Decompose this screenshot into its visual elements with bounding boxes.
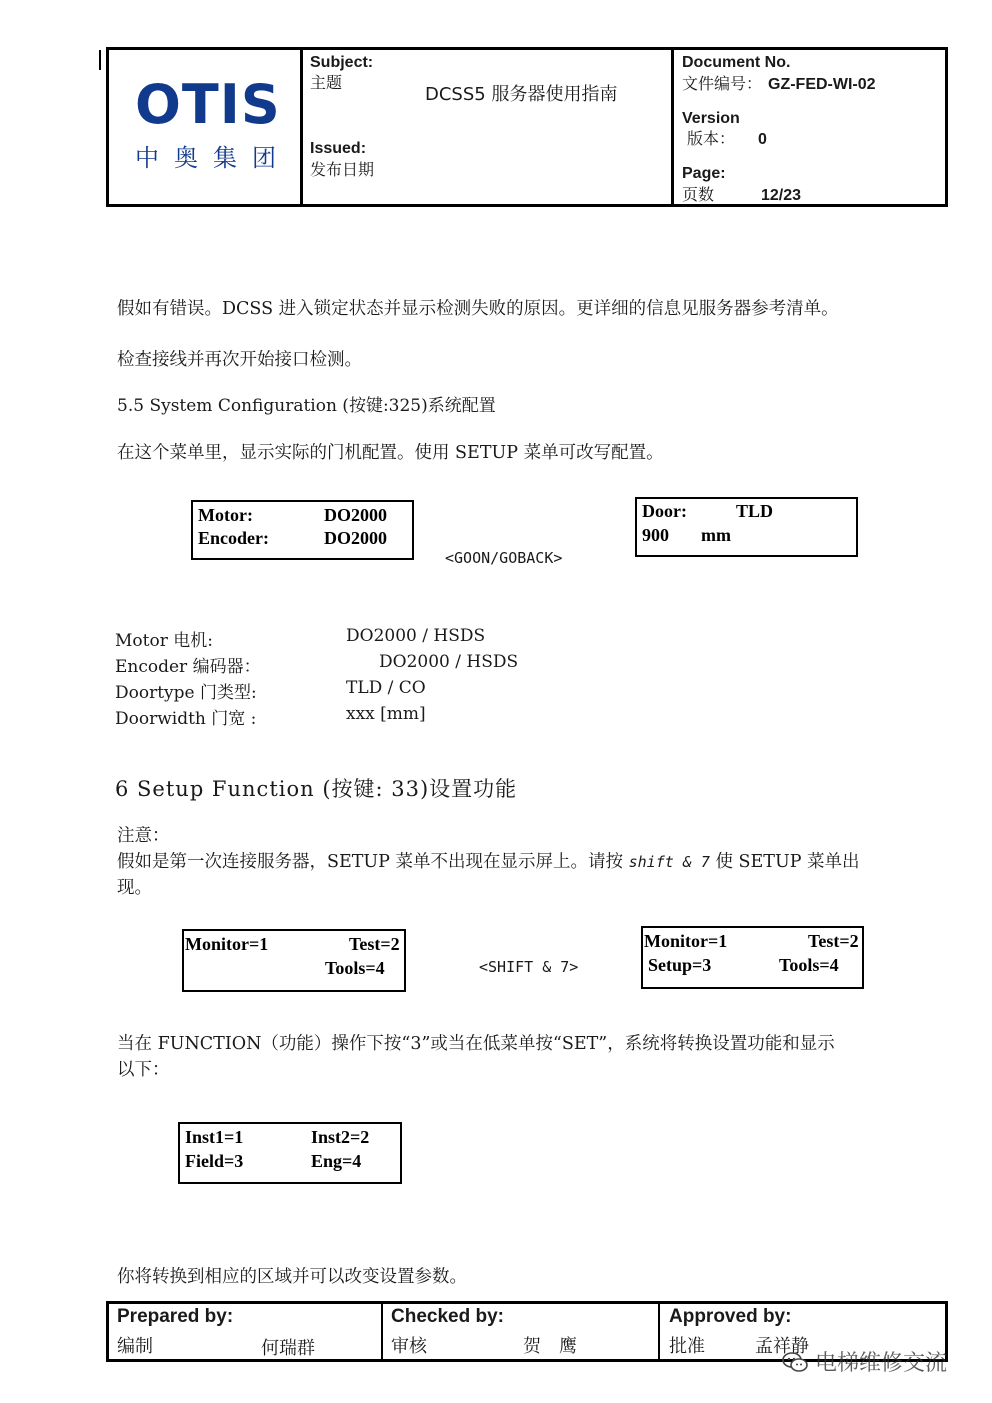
prepared-name: 何瑞群: [261, 1338, 315, 1359]
watermark-text: 电梯维修交流: [815, 1351, 948, 1376]
lcd-value: DO2000: [324, 528, 387, 548]
cursor-mark: [99, 50, 101, 70]
prepared-cn: 编制: [117, 1336, 153, 1357]
config-value: xxx [mm]: [346, 704, 426, 724]
section-heading-5-5: 5.5 System Configuration (按键:325)系统配置: [117, 396, 496, 416]
config-value: DO2000 / HSDS: [379, 652, 519, 672]
divider: [300, 50, 303, 204]
lcd-item: Field=3: [185, 1151, 244, 1171]
prepared-label: Prepared by:: [117, 1306, 234, 1327]
document-header: [106, 47, 948, 207]
lcd-item: Inst1=1: [185, 1127, 244, 1147]
paragraph: [117, 849, 860, 875]
checked-label: Checked by:: [391, 1306, 504, 1327]
divider: [381, 1304, 383, 1359]
section-heading-6: 6 Setup Function (按键: 33)设置功能: [115, 777, 518, 801]
config-label: Doortype 门类型:: [115, 683, 257, 703]
watermark: [781, 1346, 947, 1377]
paragraph-part: 假如是第一次连接服务器，SETUP 菜单不出现在显示屏上。请按: [117, 852, 624, 872]
version-label: Version: [682, 110, 740, 127]
lcd-item: Inst2=2: [311, 1127, 370, 1147]
lcd-item: Monitor=1: [185, 934, 269, 954]
subject-label: Subject:: [310, 54, 374, 71]
paragraph: 以下：: [117, 1060, 170, 1080]
lcd-item: Test=2: [349, 934, 400, 954]
approved-name: 孟祥静: [755, 1336, 809, 1357]
page-cn: 页数: [682, 187, 715, 204]
lcd-item: Setup=3: [648, 955, 712, 975]
lcd-display-setup: [178, 1122, 402, 1184]
checked-name: 贺 鹰: [523, 1336, 577, 1357]
config-label: Encoder 编码器：: [115, 657, 261, 677]
paragraph: 现。: [117, 878, 152, 898]
lcd-display-motor: [191, 500, 414, 560]
config-value: TLD / CO: [346, 678, 426, 698]
issued-cn: 发布日期: [310, 162, 375, 179]
lcd-unit: mm: [701, 525, 731, 545]
checked-cn: 审核: [391, 1336, 427, 1357]
approved-label: Approved by:: [669, 1306, 792, 1327]
lcd-label: Encoder:: [198, 528, 269, 548]
shift-7-key: <SHIFT & 7>: [479, 958, 579, 976]
lcd-display-function-setup: [641, 926, 864, 989]
document-title: DCSS5 服务器使用指南: [425, 84, 618, 105]
divider: [671, 50, 674, 204]
approved-cn: 批准: [669, 1336, 705, 1357]
version-cn: 版本：: [687, 131, 736, 148]
lcd-item: Monitor=1: [644, 931, 728, 951]
paragraph: 假如有错误。DCSS 进入锁定状态并显示检测失败的原因。更详细的信息见服务器参考清单。: [117, 299, 839, 319]
note-label: 注意：: [117, 826, 170, 846]
lcd-value: TLD: [736, 501, 774, 521]
goon-goback-key: <GOON/GOBACK>: [445, 549, 563, 567]
issued-label: Issued:: [310, 140, 367, 157]
lcd-label: Door:: [642, 501, 687, 521]
subject-cn: 主题: [310, 75, 343, 92]
lcd-display-door: [635, 497, 858, 557]
otis-logo: OTIS: [135, 73, 281, 136]
doc-no-value: GZ-FED-WI-02: [768, 76, 876, 93]
page-label: Page:: [682, 165, 726, 182]
lcd-label: Motor:: [198, 505, 253, 525]
logo-subtitle: 中奥集团: [135, 144, 291, 172]
version-value: 0: [758, 131, 767, 148]
paragraph: 在这个菜单里，显示实际的门机配置。使用 SETUP 菜单可改写配置。: [117, 443, 664, 463]
divider: [658, 1304, 660, 1359]
paragraph: 检查接线并再次开始接口检测。: [117, 350, 362, 370]
lcd-item: Tools=4: [325, 958, 385, 978]
lcd-item: Eng=4: [311, 1151, 362, 1171]
key-combo: shift & 7: [628, 853, 710, 871]
lcd-display-function: [182, 929, 406, 992]
paragraph: 当在 FUNCTION（功能）操作下按“3”或当在低菜单按“SET”，系统将转换设置功能和显示: [117, 1034, 835, 1054]
config-label: Doorwidth 门宽 :: [115, 709, 257, 729]
lcd-value: DO2000: [324, 505, 387, 525]
paragraph-part: 使 SETUP 菜单出: [715, 852, 860, 872]
lcd-item: Tools=4: [779, 955, 839, 975]
page-value: 12/23: [761, 187, 802, 204]
config-value: DO2000 / HSDS: [346, 626, 486, 646]
lcd-value: 900: [642, 525, 669, 545]
doc-no-cn: 文件编号：: [682, 76, 763, 93]
lcd-item: Test=2: [808, 931, 859, 951]
wechat-icon: [781, 1351, 809, 1373]
doc-no-label: Document No.: [682, 54, 791, 71]
config-label: Motor 电机:: [115, 631, 213, 651]
paragraph: 你将转换到相应的区域并可以改变设置参数。: [117, 1267, 467, 1287]
